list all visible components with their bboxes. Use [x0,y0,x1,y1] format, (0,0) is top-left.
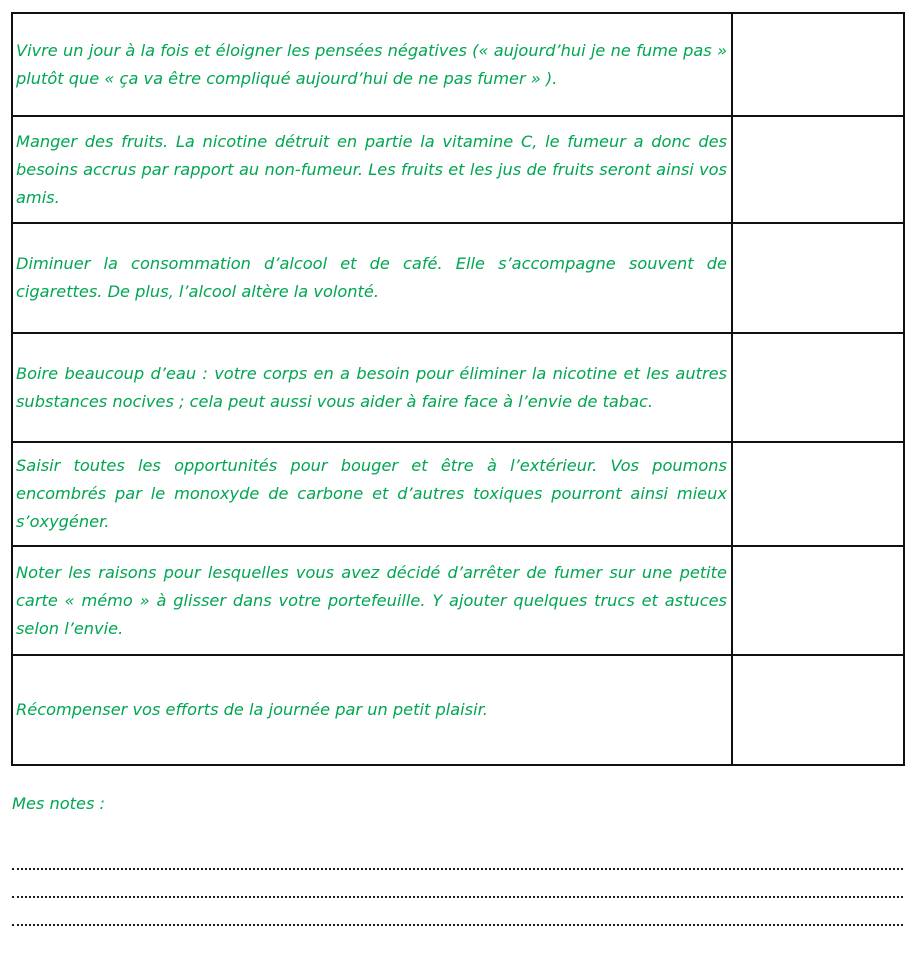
tip-cell [12,116,732,223]
tip-row [12,442,904,546]
tip-check-cell[interactable] [732,546,904,655]
tip-text: Saisir toutes les opportunités pour bouger et être à l’extérieur. Vos poumons encombrés par le monoxyde de carbone et d’autres toxiques pourront ainsi mieux s’oxygéner. [16,456,727,531]
tip-cell [12,13,732,116]
tip-cell [12,655,732,765]
tip-row [12,655,904,765]
tip-cell [12,333,732,442]
tip-row [12,546,904,655]
notes-line[interactable] [12,896,903,898]
tip-check-cell[interactable] [732,13,904,116]
tip-text: Manger des fruits. La nicotine détruit en partie la vitamine C, le fumeur a donc des besoins accrus par rapport au non-fumeur. Les fruits et les jus de fruits seront ainsi vos amis. [16,131,727,207]
notes-label: Mes notes : [12,794,106,813]
tip-text: Noter les raisons pour lesquelles vous avez décidé d’arrêter de fumer sur une petite carte « mémo » à glisser dans votre portefeuille. Y ajouter quelques trucs et astuces selon l’envie. [16,562,727,638]
tip-text: Boire beaucoup d’eau : votre corps en a besoin pour éliminer la nicotine et les autres substances nocives ; cela peut aussi vous aider à faire face à l’envie de tabac. [16,363,727,411]
tip-text: Diminuer la consommation d’alcool et de café. Elle s’accompagne souvent de cigarettes. De plus, l’alcool altère la volonté. [16,254,727,301]
tip-check-cell[interactable] [732,442,904,546]
tip-check-cell[interactable] [732,655,904,765]
tip-check-cell[interactable] [732,116,904,223]
notes-line[interactable] [12,868,903,870]
tip-check-cell[interactable] [732,333,904,442]
notes-line[interactable] [12,924,903,926]
tip-cell [12,223,732,333]
tip-cell [12,442,732,546]
tip-row [12,13,904,116]
tip-text: Récompenser vos efforts de la journée par un petit plaisir. [16,700,488,719]
tip-row [12,333,904,442]
tip-cell [12,546,732,655]
tips-table [11,12,905,766]
tip-text: Vivre un jour à la fois et éloigner les pensées négatives (« aujourd’hui je ne fume pas » plutôt que « ça va être compliqué aujourd’hui de ne pas fumer » ). [16,40,727,88]
tip-check-cell[interactable] [732,223,904,333]
tip-row [12,223,904,333]
tip-row [12,116,904,223]
